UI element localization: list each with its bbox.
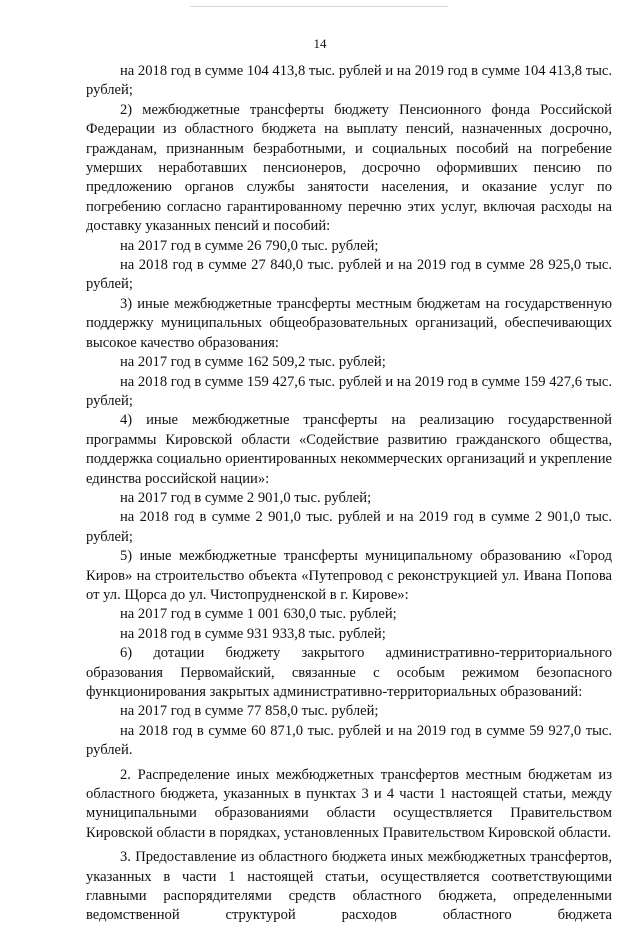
paragraph-amount-2018: на 2018 год в сумме 931 933,8 тыс. рублей; [120, 625, 386, 642]
paragraph-amount-2018-2019: на 2018 год в сумме 27 840,0 тыс. рублей и на 2019 год в сумме 28 925,0 тыс. рублей; [86, 257, 612, 293]
document-body [86, 62, 612, 926]
paragraph-amount-2018-2019: на 2018 год в сумме 2 901,0 тыс. рублей и на 2019 год в сумме 2 901,0 тыс. рублей; [86, 509, 612, 545]
paragraph-amount-2017: на 2017 год в сумме 77 858,0 тыс. рублей; [120, 703, 379, 720]
paragraph-amount-2017: на 2017 год в сумме 2 901,0 тыс. рублей; [120, 489, 372, 506]
paragraph-part-3-provision: 3. Предоставление из областного бюджета иных межбюджетных трансфертов, указанных в части 1 настоящей статьи, осуществляется соответствующими главными распорядителями средств областного бюджета, определенными ведомственной структурой расходов областного бюджета [86, 849, 612, 924]
paragraph-item-6-pervomaisky: 6) дотации бюджету закрытого административно-территориального образования Первомайский, связанные с особым режимом безопасного функционирования закрытых административно-территориальных образований: [86, 645, 612, 700]
page-number: 14 [313, 36, 327, 51]
paragraph-amount-2017: на 2017 год в сумме 162 509,2 тыс. рублей; [120, 354, 386, 371]
paragraph-amount-2018-2019: на 2018 год в сумме 159 427,6 тыс. рублей и на 2019 год в сумме 159 427,6 тыс. рублей; [86, 373, 612, 409]
paragraph-part-2-distribution: 2. Распределение иных межбюджетных трансфертов местным бюджетам из областного бюджета, указанных в пунктах 3 и 4 части 1 настоящей статьи, между муниципальными образованиями области осуществляется Правительством Кировской области в порядках, установленных Правительством Кировской области. [86, 766, 612, 841]
paragraph-item-5-overpass: 5) иные межбюджетные трансферты муниципальному образованию «Город Киров» на строительство объекта «Путепровод с реконструкцией ул. Ивана Попова от ул. Щорса до ул. Чистопрудненской в г. Кирове»: [86, 548, 612, 603]
paragraph-amount-2017: на 2017 год в сумме 26 790,0 тыс. рублей; [120, 237, 379, 254]
paragraph-item-3-education: 3) иные межбюджетные трансферты местным бюджетам на государственную поддержку муниципальных общеобразовательных организаций, обеспечивающих высокое качество образования: [86, 295, 612, 351]
top-scan-rule [190, 6, 448, 7]
paragraph-amount-2018-2019: на 2018 год в сумме 104 413,8 тыс. рублей и на 2019 год в сумме 104 413,8 тыс. рублей; [86, 63, 612, 99]
paragraph-item-2-pension-fund: 2) межбюджетные трансферты бюджету Пенсионного фонда Российской Федерации из областного бюджета на выплату пенсий, назначенных досрочно, гражданам, признанным безработными, и социальных пособий на погребение умерших неработавших пенсионеров, досрочно оформивших пенсию по предложению органов службы занятости населения, и оказание услуг по погребению согласно гарантированному перечню этих услуг, включая расходы на доставку указанных пенсий и пособий: [86, 101, 612, 235]
paragraph-amount-2017: на 2017 год в сумме 1 001 630,0 тыс. рублей; [120, 606, 397, 623]
paragraph-item-4-civil-society: 4) иные межбюджетные трансферты на реализацию государственной программы Кировской области «Содействие развитию гражданского общества, поддержка социально ориентированных некоммерческих организаций и укрепление единства российской нации»: [86, 412, 612, 487]
paragraph-amount-2018-2019: на 2018 год в сумме 60 871,0 тыс. рублей и на 2019 год в сумме 59 927,0 тыс. рублей. [86, 722, 612, 759]
